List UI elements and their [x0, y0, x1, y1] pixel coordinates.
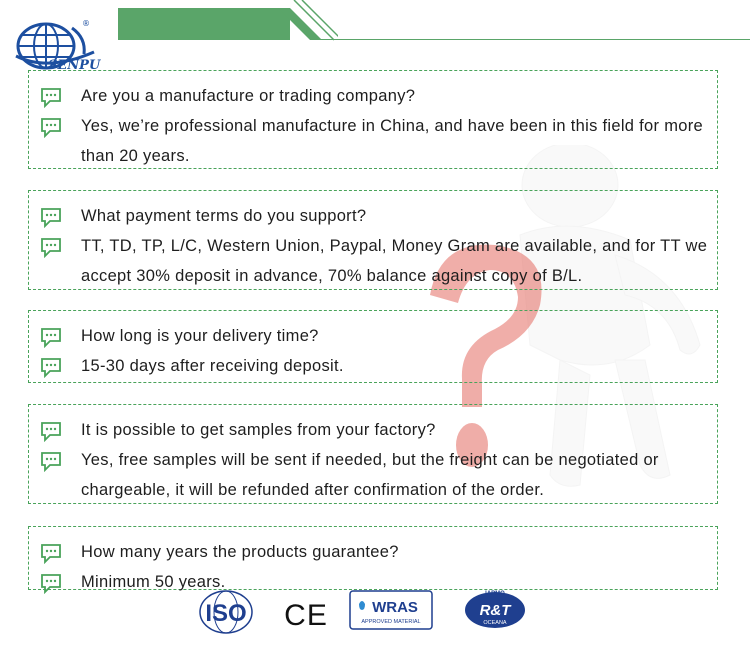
- header-stripes: [278, 0, 338, 44]
- svg-text:R&T: R&T: [479, 602, 511, 619]
- svg-text:IAPMO: IAPMO: [485, 591, 505, 597]
- chat-bubble-icon: [39, 542, 63, 564]
- chat-bubble-icon: [39, 86, 63, 108]
- faq-answer: Yes, free samples will be sent if needed, but the freight can be negotiated or chargeable, it will be refunded after confirmation of the order.: [81, 451, 659, 499]
- logo-wordmark: SENPU: [48, 58, 101, 73]
- faq-question: It is possible to get samples from your factory?: [81, 421, 436, 439]
- chat-bubble-icon: [39, 206, 63, 228]
- header-green-bar: [118, 8, 290, 40]
- chat-bubble-icon: [39, 356, 63, 378]
- svg-text:OCEANA: OCEANA: [483, 620, 507, 626]
- ce-mark-logo: [284, 596, 328, 630]
- faq-answer: 15-30 days after receiving deposit.: [81, 357, 344, 375]
- registered-mark: ®: [82, 19, 90, 28]
- faq-item-2: [28, 190, 718, 290]
- svg-text:WRAS: WRAS: [372, 599, 418, 616]
- faq-question: How many years the products guarantee?: [81, 543, 399, 561]
- chat-bubble-icon: [39, 326, 63, 348]
- faq-question: Are you a manufacture or trading company?: [81, 87, 416, 105]
- faq-item-4: [28, 404, 718, 504]
- chat-bubble-icon: [39, 236, 63, 258]
- chat-bubble-icon: [39, 572, 63, 594]
- header-rule: [320, 39, 750, 40]
- faq-item-5: [28, 526, 718, 590]
- iso-logo: [196, 588, 256, 636]
- svg-text:ISO: ISO: [205, 600, 247, 627]
- faq-answer: Yes, we’re professional manufacture in China, and have been in this field for more than 20 years.: [81, 117, 703, 165]
- faq-item-1: [28, 70, 718, 169]
- senpu-logo: [8, 14, 118, 74]
- faq-answer: Minimum 50 years.: [81, 573, 226, 591]
- chat-bubble-icon: [39, 420, 63, 442]
- chat-bubble-icon: [39, 450, 63, 472]
- faq-question: What payment terms do you support?: [81, 207, 367, 225]
- svg-text:APPROVED MATERIAL: APPROVED MATERIAL: [361, 619, 421, 625]
- faq-question: How long is your delivery time?: [81, 327, 319, 345]
- chat-bubble-icon: [39, 116, 63, 138]
- rt-oceana-logo: [462, 586, 528, 632]
- faq-item-3: [28, 310, 718, 383]
- wras-logo: [349, 590, 433, 630]
- svg-text:CE: CE: [284, 599, 328, 630]
- faq-answer: TT, TD, TP, L/C, Western Union, Paypal, Money Gram are available, and for TT we accept 30% deposit in advance, 70% balance against copy of B/L.: [81, 237, 708, 285]
